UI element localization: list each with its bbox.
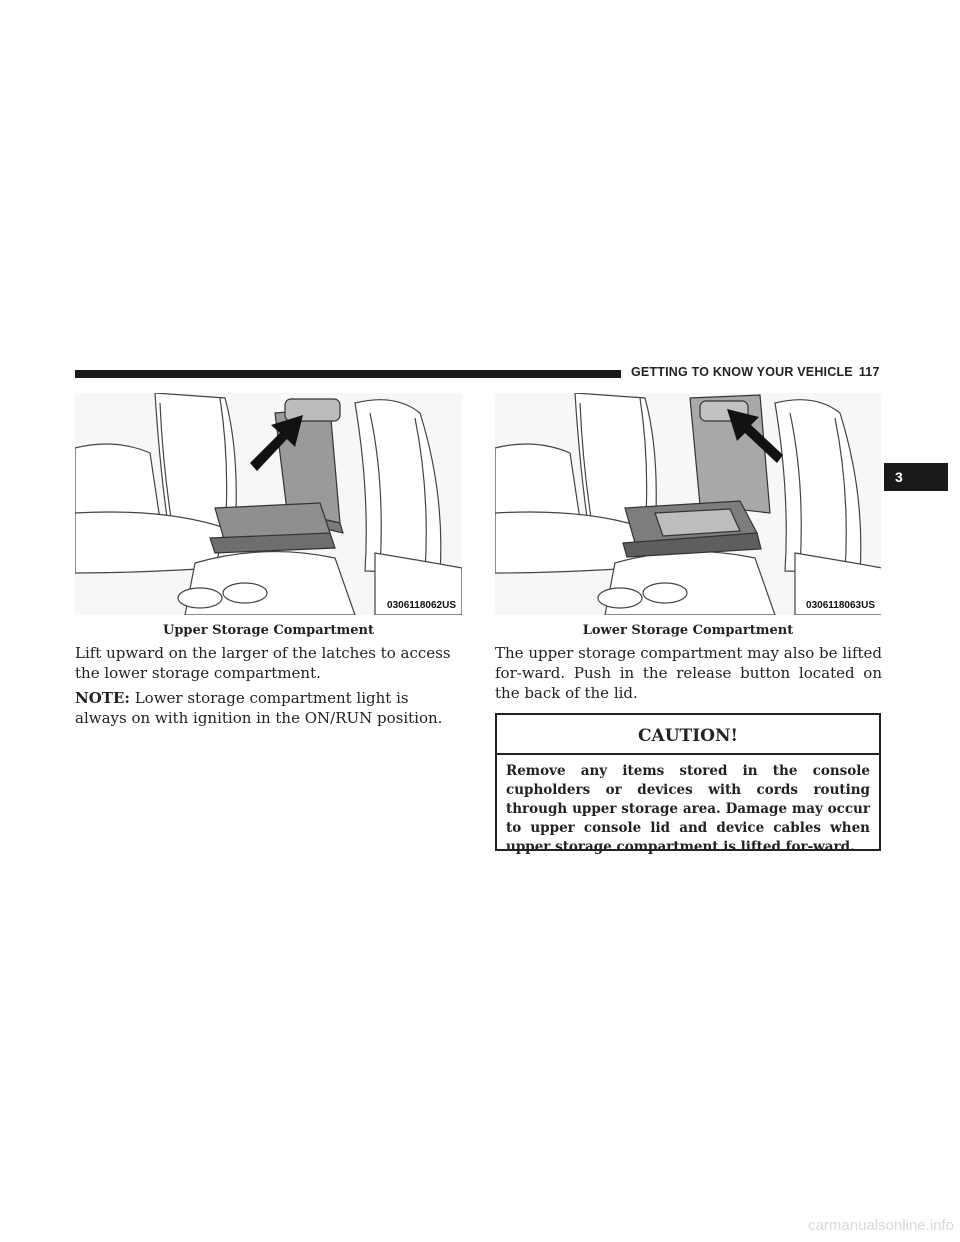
page-number: 117 [858, 365, 880, 379]
body-paragraph-upper-lift: The upper storage compartment may also be lifted for-ward. Push in the release button located on the back of the lid. [495, 644, 882, 702]
caution-text: Remove any items stored in the console cupholders or devices with cords routing through upper storage area. Damage may occur to upper console lid and device cables when upper storage compartment is lifted for-ward. [506, 763, 870, 855]
console-illustration-upper [75, 393, 462, 615]
figure-caption-upper: Upper Storage Compartment [162, 623, 374, 638]
caution-title: CAUTION! [638, 726, 738, 746]
console-illustration-lower [495, 393, 881, 615]
chapter-tab: 3 [884, 463, 948, 491]
site-watermark[interactable]: carmanualsonline.info [808, 1217, 954, 1234]
figure-code: 0306118063US [806, 600, 875, 611]
figure-code: 0306118062US [387, 600, 456, 611]
caution-divider [497, 753, 879, 755]
figure-caption-lower: Lower Storage Compartment [582, 623, 794, 638]
note-paragraph [75, 688, 465, 728]
caution-box [495, 713, 881, 855]
figure-lower-storage [495, 393, 881, 615]
section-title: GETTING TO KNOW YOUR VEHICLE [631, 365, 853, 379]
note-text: Lower storage compartment light is always on with ignition in the ON/RUN position. [75, 689, 443, 727]
note-label: NOTE: [75, 689, 130, 707]
body-paragraph-latches: Lift upward on the larger of the latches to access the lower storage compartment. [75, 644, 451, 682]
running-header [631, 365, 881, 383]
header-rule [75, 370, 621, 378]
figure-upper-storage [75, 393, 462, 615]
